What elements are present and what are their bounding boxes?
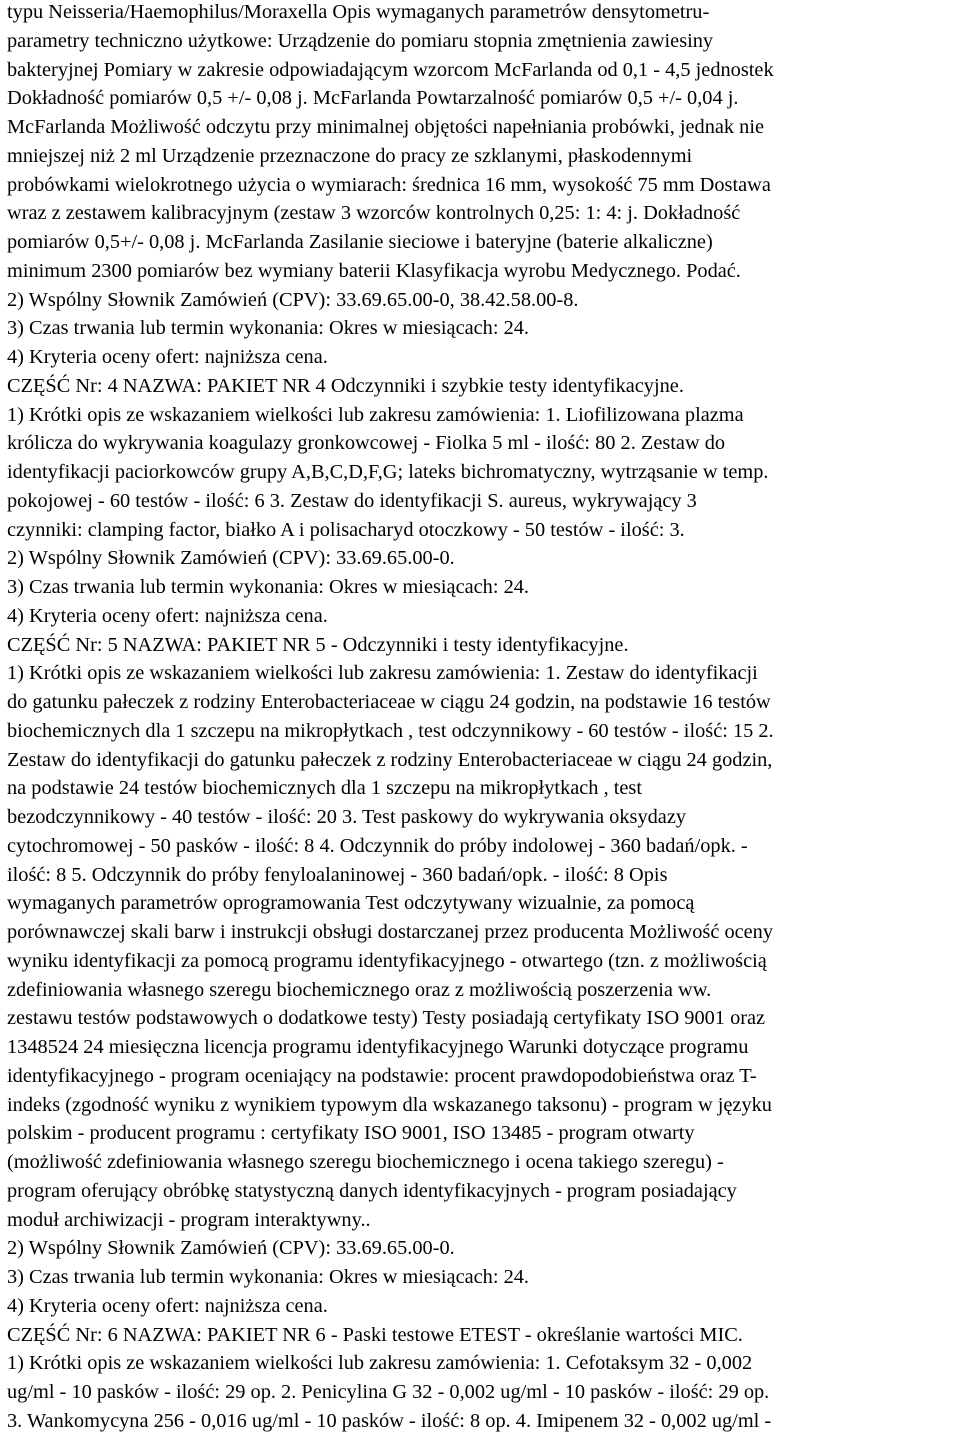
- text-line: wymaganych parametrów oprogramowania Test odczytywany wizualnie, za pomocą: [7, 892, 695, 915]
- criteria-line: 4) Kryteria oceny ofert: najniższa cena.: [7, 346, 328, 368]
- text-line: program oferujący obróbkę statystyczną danych identyfikacyjnych - program posiadający: [7, 1179, 737, 1202]
- text-line: 1) Krótki opis ze wskazaniem wielkości lub zakresu zamówienia: 1. Zestaw do identyfikacji: [7, 662, 758, 685]
- text-line: mniejszej niż 2 ml Urządzenie przeznaczone do pracy ze szklanymi, płaskodennymi: [7, 144, 693, 167]
- text-line: minimum 2300 pomiarów bez wymiany baterii Klasyfikacja wyrobu Medycznego. Podać.: [7, 259, 741, 282]
- text-line: 3. Wankomycyna 256 - 0,016 ug/ml - 10 pasków - ilość: 8 op. 4. Imipenem 32 - 0,002 ug/ml -: [7, 1409, 772, 1432]
- text-line: wyniku identyfikacji za pomocą programu identyfikacyjnego - otwartego (tzn. z możliwością: [7, 949, 767, 972]
- text-line: (możliwość zdefiniowania własnego szeregu biochemicznego i ocena takiego szeregu) -: [7, 1151, 724, 1173]
- text-line: wraz z zestawem kalibracyjnym (zestaw 3 wzorców kontrolnych 0,25: 1: 4: j. Dokładność: [7, 202, 741, 225]
- cpv-line: 2) Wspólny Słownik Zamówień (CPV): 33.69.65.00-0.: [7, 1237, 455, 1260]
- text-line: indeks (zgodność wyniku z wynikiem typowym dla wskazanego taksonu) - program w języku: [7, 1093, 772, 1116]
- text-line: moduł archiwizacji - program interaktywny..: [7, 1208, 371, 1231]
- text-line: królicza do wykrywania koagulazy gronkowcowej - Fiolka 5 ml - ilość: 80 2. Zestaw do: [7, 432, 726, 455]
- text-line: zestawu testów podstawowych o dodatkowe testy) Testy posiadają certyfikaty ISO 9001 oraz: [7, 1007, 766, 1030]
- text-line: cytochromowej - 50 pasków - ilość: 8 4. Odczynnik do próby indolowej - 360 badań/opk. -: [7, 834, 748, 857]
- text-line: identyfikacyjnego - program oceniający na podstawie: procent prawdopodobieństwa oraz T-: [7, 1064, 757, 1087]
- text-line: do gatunku pałeczek z rodziny Enterobacteriaceae w ciągu 24 godzin, na podstawie 16 testów: [7, 691, 771, 713]
- text-line: Zestaw do identyfikacji do gatunku pałeczek z rodziny Enterobacteriaceae w ciągu 24 godzin,: [7, 748, 773, 771]
- text-line: ug/ml - 10 pasków - ilość: 29 op. 2. Penicylina G 32 - 0,002 ug/ml - 10 pasków - ilość: 29 op.: [7, 1381, 770, 1403]
- duration-line: 3) Czas trwania lub termin wykonania: Okres w miesiącach: 24.: [7, 576, 530, 598]
- text-line: czynniki: clamping factor, białko A i polisacharyd otoczkowy - 50 testów - ilość: 3.: [7, 518, 685, 541]
- text-line: bakteryjnej Pomiary w zakresie odpowiadającym wzorcom McFarlanda od 0,1 - 4,5 jednostek: [7, 58, 774, 81]
- text-line: bezodczynnikowy - 40 testów - ilość: 20 3. Test paskowy do wykrywania oksydazy: [7, 806, 687, 828]
- text-line: pokojowej - 60 testów - ilość: 6 3. Zestaw do identyfikacji S. aureus, wykrywający 3: [7, 489, 697, 512]
- text-line: parametry techniczno użytkowe: Urządzenie do pomiaru stopnia zmętnienia zawiesiny: [7, 29, 714, 52]
- text-line: probówkami wielokrotnego użycia o wymiarach: średnica 16 mm, wysokość 75 mm Dostawa: [7, 173, 771, 196]
- text-line: biochemicznych dla 1 szczepu na mikropłytkach , test odczynnikowy - 60 testów - ilość: 15 2.: [7, 719, 774, 742]
- part-heading: CZĘŚĆ Nr: 6 NAZWA: PAKIET NR 6 - Paski testowe ETEST - określanie wartości MIC.: [7, 1323, 743, 1346]
- text-line: pomiarów 0,5+/- 0,08 j. McFarlanda Zasilanie sieciowe i bateryjne (baterie alkaliczne): [7, 231, 713, 253]
- text-line: identyfikacji paciorkowców grupy A,B,C,D,F,G; lateks bichromatyczny, wytrząsanie w temp.: [7, 461, 769, 483]
- text-line: typu Neisseria/Haemophilus/Moraxella Opis wymaganych parametrów densytometru-: [7, 1, 710, 23]
- text-line: 1) Krótki opis ze wskazaniem wielkości lub zakresu zamówienia: 1. Cefotaksym 32 - 0,002: [7, 1352, 753, 1375]
- text-line: porównawczej skali barw i instrukcji obsługi dostarczanej przez producenta Możliwość oceny: [7, 921, 774, 943]
- criteria-line: 4) Kryteria oceny ofert: najniższa cena.: [7, 604, 328, 627]
- duration-line: 3) Czas trwania lub termin wykonania: Okres w miesiącach: 24.: [7, 317, 530, 340]
- cpv-line: 2) Wspólny Słownik Zamówień (CPV): 33.69.65.00-0, 38.42.58.00-8.: [7, 288, 579, 311]
- part-heading: CZĘŚĆ Nr: 5 NAZWA: PAKIET NR 5 - Odczynniki i testy identyfikacyjne.: [7, 633, 629, 656]
- text-line: zdefiniowania własnego szeregu biochemicznego oraz z możliwością poszerzenia ww.: [7, 978, 712, 1001]
- text-line: na podstawie 24 testów biochemicznych dla 1 szczepu na mikropłytkach , test: [7, 777, 642, 800]
- text-line: 1) Krótki opis ze wskazaniem wielkości lub zakresu zamówienia: 1. Liofilizowana plazma: [7, 403, 744, 426]
- text-line: ilość: 8 5. Odczynnik do próby fenyloalaninowej - 360 badań/opk. - ilość: 8 Opis: [7, 863, 668, 886]
- criteria-line: 4) Kryteria oceny ofert: najniższa cena.: [7, 1294, 328, 1317]
- cpv-line: 2) Wspólny Słownik Zamówień (CPV): 33.69.65.00-0.: [7, 547, 455, 570]
- part-heading: CZĘŚĆ Nr: 4 NAZWA: PAKIET NR 4 Odczynniki i szybkie testy identyfikacyjne.: [7, 374, 684, 397]
- text-line: polskim - producent programu : certyfikaty ISO 9001, ISO 13485 - program otwarty: [7, 1122, 695, 1145]
- document-page: [7, 0, 957, 1436]
- text-line: Dokładność pomiarów 0,5 +/- 0,08 j. McFarlanda Powtarzalność pomiarów 0,5 +/- 0,04 j.: [7, 87, 739, 110]
- text-line: McFarlanda Możliwość odczytu przy minimalnej objętości napełniania probówki, jednak nie: [7, 116, 765, 138]
- text-line: 1348524 24 miesięczna licencja programu identyfikacyjnego Warunki dotyczące programu: [7, 1036, 749, 1058]
- duration-line: 3) Czas trwania lub termin wykonania: Okres w miesiącach: 24.: [7, 1266, 530, 1288]
